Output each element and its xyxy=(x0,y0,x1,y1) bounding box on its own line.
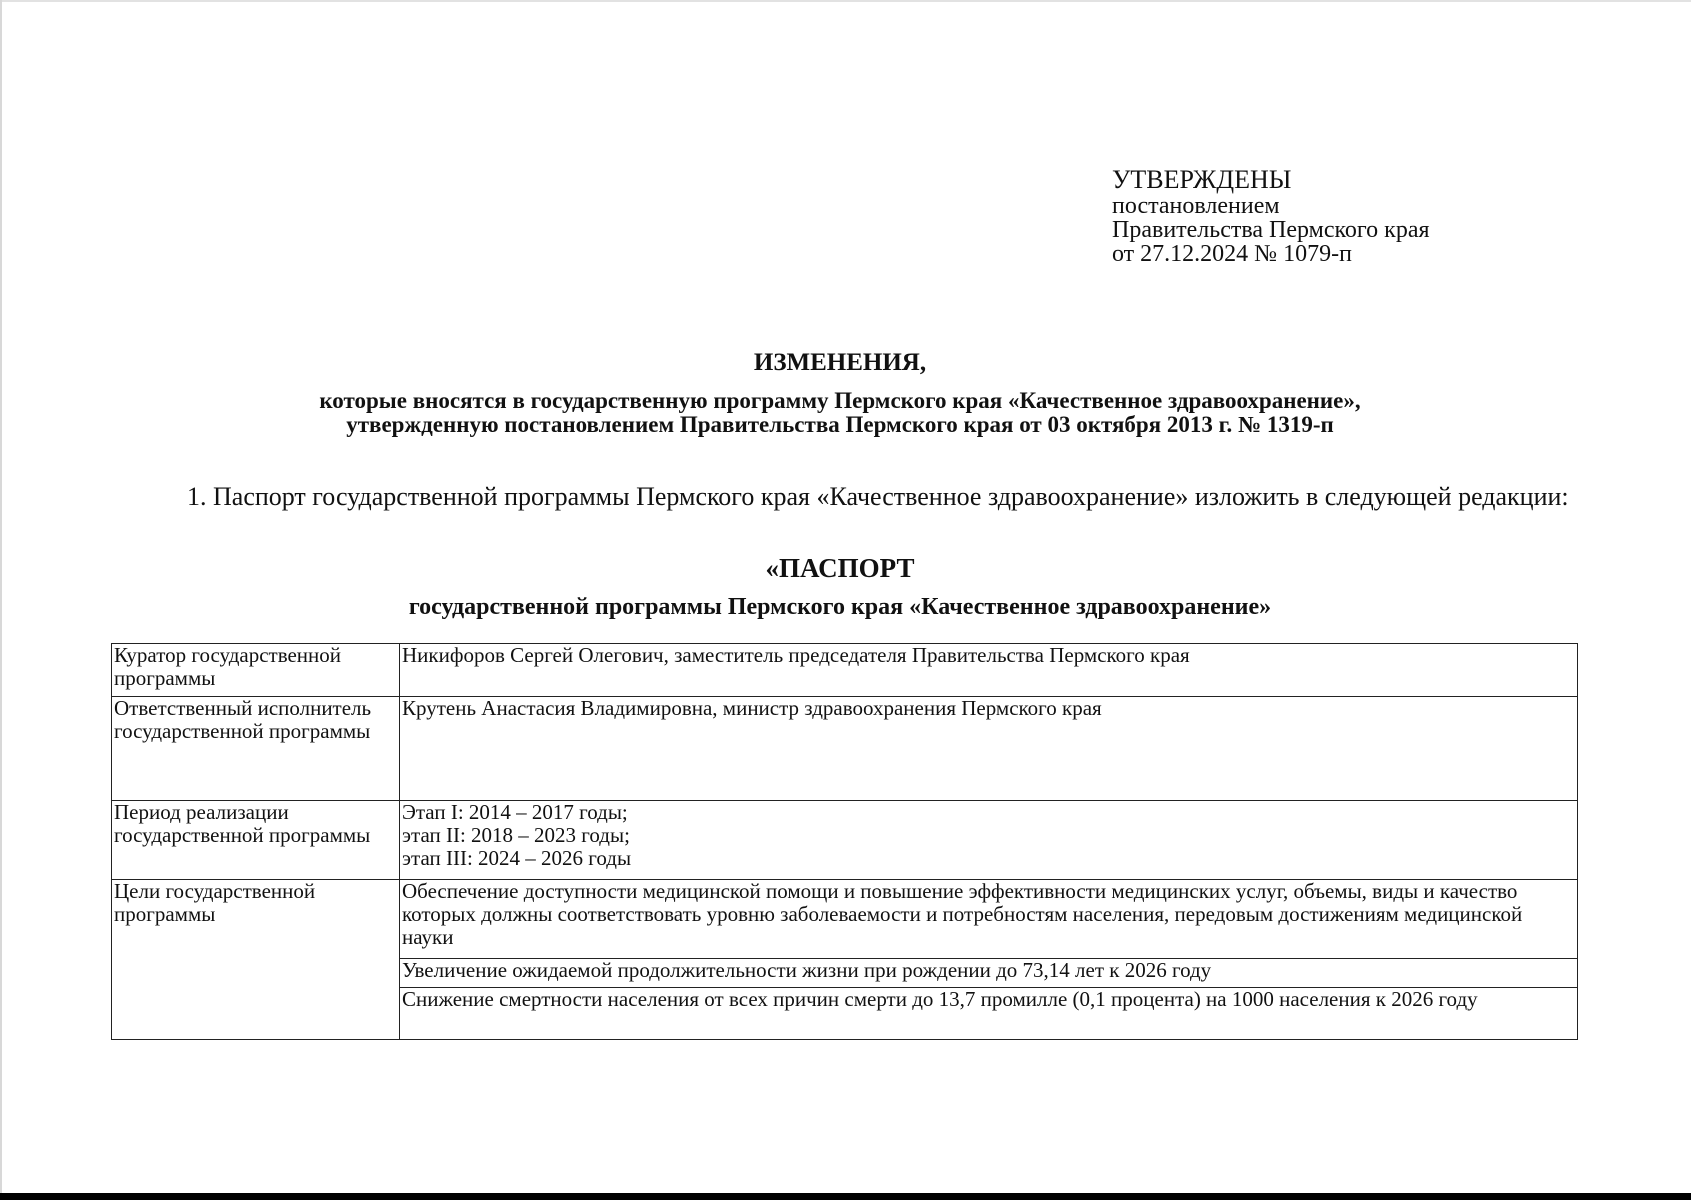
table-row xyxy=(112,697,1578,801)
page-edge-bottom xyxy=(0,1193,1691,1200)
row-value-period xyxy=(400,801,1578,880)
table-row xyxy=(112,801,1578,880)
document-subtitle-line: которые вносятся в государственную программу Пермского края «Качественное здравоохранение», xyxy=(319,388,1361,413)
page-edge-top xyxy=(0,0,1691,2)
row-label-goals: Цели государственной программы xyxy=(112,880,400,1040)
approval-stamp: УТВЕРЖДЕНЫ xyxy=(1112,165,1292,194)
table-row xyxy=(112,880,1578,959)
passport-title: «ПАСПОРТ xyxy=(765,553,915,583)
table-row xyxy=(112,644,1578,697)
document-subtitle-line: утвержденную постановлением Правительства Пермского края от 03 октября 2013 г. № 1319-п xyxy=(346,412,1334,437)
period-stage-2: этап II: 2018 – 2023 годы; xyxy=(402,823,630,847)
approval-line: постановлением xyxy=(1112,193,1280,219)
row-value-curator: Никифоров Сергей Олегович, заместитель председателя Правительства Пермского края xyxy=(400,644,1578,697)
passport-subtitle: государственной программы Пермского края «Качественное здравоохранение» xyxy=(408,594,1272,620)
period-stage-3: этап III: 2024 – 2026 годы xyxy=(402,846,632,870)
row-label-executor: Ответственный исполнитель государственной программы xyxy=(112,697,400,801)
row-value-executor: Крутень Анастасия Владимировна, министр здравоохранения Пермского края xyxy=(400,697,1578,801)
approval-block xyxy=(1112,166,1532,266)
goal-item: Снижение смертности населения от всех причин смерти до 13,7 промилле (0,1 процента) на 1000 населения к 2026 году xyxy=(400,988,1578,1040)
row-label-curator: Куратор государственной программы xyxy=(112,644,400,697)
page-edge-left xyxy=(0,0,2,1200)
goal-item: Обеспечение доступности медицинской помощи и повышение эффективности медицинских услуг, объемы, виды и качество которых должны соответствовать уровню заболеваемости и потребностям населения, передовым достижениям медицинской науки xyxy=(400,880,1578,959)
passport-table xyxy=(111,643,1578,1040)
paragraph-1: 1. Паспорт государственной программы Пермского края «Качественное здравоохранение» изложить в следующей редакции: xyxy=(187,482,1569,511)
row-label-period: Период реализации государственной программы xyxy=(112,801,400,880)
approval-date-number: от 27.12.2024 № 1079-п xyxy=(1112,241,1352,267)
goal-item: Увеличение ожидаемой продолжительности жизни при рождении до 73,14 лет к 2026 году xyxy=(400,959,1578,988)
period-stage-1: Этап I: 2014 – 2017 годы; xyxy=(402,800,628,824)
approval-line: Правительства Пермского края xyxy=(1112,217,1430,243)
document-title: ИЗМЕНЕНИЯ, xyxy=(753,349,927,376)
